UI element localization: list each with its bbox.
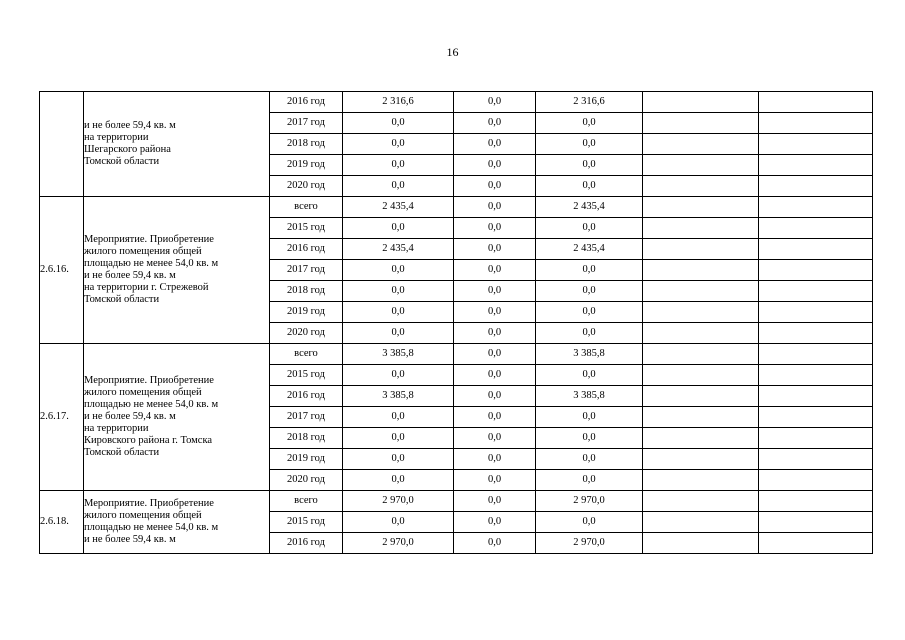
year-cell: 2016 год [270,533,343,554]
empty-cell [759,407,873,428]
year-cell: 2016 год [270,239,343,260]
empty-cell [643,260,759,281]
item-number: 2.6.17. [40,344,84,491]
year-cell: 2019 год [270,155,343,176]
year-cell: 2017 год [270,113,343,134]
empty-cell [643,239,759,260]
page-number: 16 [446,45,459,59]
federal-cell: 0,0 [454,386,536,407]
empty-cell [643,218,759,239]
description-line: жилого помещения общей [84,246,202,257]
empty-cell [759,533,873,554]
description-line: площадью не менее 54,0 кв. м [84,522,219,533]
total-cell: 0,0 [343,428,454,449]
total-cell: 2 435,4 [343,239,454,260]
federal-cell: 0,0 [454,365,536,386]
total-cell: 2 316,6 [343,92,454,113]
year-cell: 2020 год [270,470,343,491]
empty-cell [643,365,759,386]
empty-cell [643,302,759,323]
empty-cell [759,113,873,134]
total-cell: 0,0 [343,470,454,491]
regional-cell: 0,0 [536,113,643,134]
regional-cell: 0,0 [536,218,643,239]
year-cell: 2015 год [270,218,343,239]
year-cell: 2018 год [270,428,343,449]
federal-cell: 0,0 [454,113,536,134]
item-number [40,92,84,197]
empty-cell [643,386,759,407]
regional-cell: 0,0 [536,428,643,449]
table-row [40,491,873,512]
total-cell: 0,0 [343,260,454,281]
empty-cell [759,512,873,533]
empty-cell [643,113,759,134]
year-cell: 2020 год [270,323,343,344]
empty-cell [643,134,759,155]
empty-cell [643,92,759,113]
description-line: и не более 59,4 кв. м [84,534,176,545]
item-description [84,491,270,554]
description-line: площадью не менее 54,0 кв. м [84,399,219,410]
empty-cell [759,218,873,239]
regional-cell: 2 970,0 [536,491,643,512]
empty-cell [643,470,759,491]
description-line: и не более 59,4 кв. м [84,270,176,281]
federal-cell: 0,0 [454,239,536,260]
empty-cell [759,197,873,218]
federal-cell: 0,0 [454,134,536,155]
empty-cell [643,281,759,302]
regional-cell: 0,0 [536,302,643,323]
regional-cell: 2 316,6 [536,92,643,113]
description-line: Томской области [84,156,160,167]
regional-cell: 0,0 [536,449,643,470]
regional-cell: 2 435,4 [536,239,643,260]
total-cell: 0,0 [343,155,454,176]
empty-cell [759,176,873,197]
empty-cell [759,470,873,491]
year-cell: всего [270,344,343,365]
total-cell: 0,0 [343,407,454,428]
regional-cell: 0,0 [536,176,643,197]
empty-cell [759,386,873,407]
empty-cell [759,491,873,512]
empty-cell [643,428,759,449]
regional-cell: 0,0 [536,260,643,281]
description-line: Томской области [84,447,160,458]
year-cell: 2018 год [270,281,343,302]
regional-cell: 0,0 [536,281,643,302]
federal-cell: 0,0 [454,260,536,281]
empty-cell [759,155,873,176]
year-cell: 2018 год [270,134,343,155]
table-row [40,197,873,218]
federal-cell: 0,0 [454,281,536,302]
total-cell: 0,0 [343,302,454,323]
regional-cell: 3 385,8 [536,344,643,365]
year-cell: 2019 год [270,449,343,470]
description-line: и не более 59,4 кв. м [84,411,176,422]
federal-cell: 0,0 [454,449,536,470]
empty-cell [643,197,759,218]
year-cell: всего [270,197,343,218]
description-line: Томской области [84,294,160,305]
empty-cell [759,449,873,470]
total-cell: 2 970,0 [343,491,454,512]
empty-cell [759,239,873,260]
total-cell: 3 385,8 [343,344,454,365]
description-line: Мероприятие. Приобретение [84,498,214,509]
federal-cell: 0,0 [454,491,536,512]
description-line: на территории г. Стрежевой [84,282,209,293]
regional-cell: 2 435,4 [536,197,643,218]
regional-cell: 0,0 [536,365,643,386]
description-line: Шегарского района [84,144,171,155]
total-cell: 0,0 [343,176,454,197]
empty-cell [643,176,759,197]
total-cell: 0,0 [343,512,454,533]
empty-cell [643,512,759,533]
regional-cell: 3 385,8 [536,386,643,407]
item-number: 2.6.16. [40,197,84,344]
total-cell: 0,0 [343,134,454,155]
empty-cell [759,92,873,113]
item-number: 2.6.18. [40,491,84,554]
federal-cell: 0,0 [454,302,536,323]
federal-cell: 0,0 [454,323,536,344]
regional-cell: 0,0 [536,470,643,491]
description-line: на территории [84,132,149,143]
total-cell: 3 385,8 [343,386,454,407]
total-cell: 0,0 [343,323,454,344]
year-cell: 2019 год [270,302,343,323]
empty-cell [643,449,759,470]
item-description [84,344,270,491]
empty-cell [643,407,759,428]
regional-cell: 0,0 [536,512,643,533]
regional-cell: 0,0 [536,407,643,428]
description-line: жилого помещения общей [84,387,202,398]
empty-cell [759,134,873,155]
federal-cell: 0,0 [454,407,536,428]
year-cell: 2017 год [270,407,343,428]
federal-cell: 0,0 [454,197,536,218]
description-line: площадью не менее 54,0 кв. м [84,258,219,269]
total-cell: 2 970,0 [343,533,454,554]
total-cell: 0,0 [343,449,454,470]
year-cell: 2015 год [270,365,343,386]
empty-cell [759,365,873,386]
total-cell: 0,0 [343,365,454,386]
total-cell: 2 435,4 [343,197,454,218]
description-line: жилого помещения общей [84,510,202,521]
year-cell: всего [270,491,343,512]
item-description [84,92,270,197]
empty-cell [643,155,759,176]
description-line: и не более 59,4 кв. м [84,120,176,131]
empty-cell [643,323,759,344]
empty-cell [643,344,759,365]
regional-cell: 0,0 [536,134,643,155]
federal-cell: 0,0 [454,155,536,176]
federal-cell: 0,0 [454,92,536,113]
empty-cell [759,428,873,449]
federal-cell: 0,0 [454,344,536,365]
item-description [84,197,270,344]
year-cell: 2017 год [270,260,343,281]
empty-cell [759,281,873,302]
federal-cell: 0,0 [454,470,536,491]
empty-cell [759,302,873,323]
regional-cell: 2 970,0 [536,533,643,554]
total-cell: 0,0 [343,218,454,239]
total-cell: 0,0 [343,113,454,134]
program-table [39,91,873,554]
regional-cell: 0,0 [536,323,643,344]
description-line: Мероприятие. Приобретение [84,234,214,245]
year-cell: 2020 год [270,176,343,197]
regional-cell: 0,0 [536,155,643,176]
federal-cell: 0,0 [454,218,536,239]
total-cell: 0,0 [343,281,454,302]
empty-cell [643,533,759,554]
description-line: Мероприятие. Приобретение [84,375,214,386]
federal-cell: 0,0 [454,176,536,197]
empty-cell [759,323,873,344]
federal-cell: 0,0 [454,428,536,449]
empty-cell [759,260,873,281]
year-cell: 2016 год [270,92,343,113]
federal-cell: 0,0 [454,512,536,533]
description-line: Кировского района г. Томска [84,435,213,446]
federal-cell: 0,0 [454,533,536,554]
table-row [40,92,873,113]
year-cell: 2015 год [270,512,343,533]
description-line: на территории [84,423,149,434]
year-cell: 2016 год [270,386,343,407]
table-row [40,344,873,365]
empty-cell [759,344,873,365]
empty-cell [643,491,759,512]
